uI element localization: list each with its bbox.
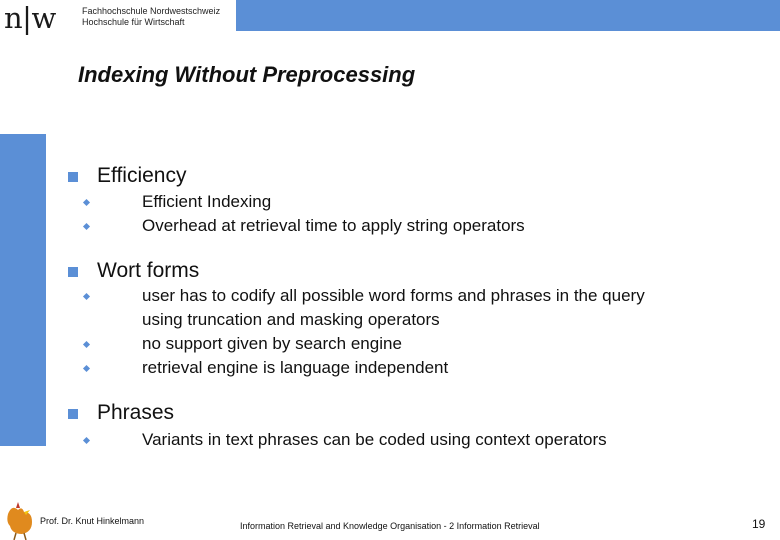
square-bullet-icon bbox=[68, 409, 78, 419]
list-item: Overhead at retrieval time to apply string operators bbox=[142, 216, 525, 235]
logo-line-2: Hochschule für Wirtschaft bbox=[82, 17, 185, 27]
rooster-icon bbox=[2, 500, 38, 540]
institution-logo bbox=[4, 2, 236, 36]
list-item: Efficient Indexing bbox=[142, 192, 272, 211]
list-item: user has to codify all possible word forms and phrases in the query bbox=[142, 286, 645, 305]
diamond-bullet-icon bbox=[83, 365, 90, 372]
list-item: using truncation and masking operators bbox=[142, 310, 440, 329]
header-accent-bar bbox=[236, 0, 780, 31]
diamond-bullet-icon bbox=[83, 437, 90, 444]
list-item: Variants in text phrases can be coded using context operators bbox=[142, 430, 607, 449]
diamond-bullet-icon bbox=[83, 199, 90, 206]
square-bullet-icon bbox=[68, 172, 78, 182]
list-item: no support given by search engine bbox=[142, 334, 402, 353]
slide-title: Indexing Without Preprocessing bbox=[78, 62, 416, 87]
diamond-bullet-icon bbox=[83, 223, 90, 230]
footer-author: Prof. Dr. Knut Hinkelmann bbox=[40, 516, 145, 526]
logo-text bbox=[82, 6, 220, 28]
side-accent-bar bbox=[0, 134, 46, 446]
footer-course: Information Retrieval and Knowledge Organisation - 2 Information Retrieval bbox=[240, 521, 540, 531]
page-number: 19 bbox=[752, 517, 766, 531]
list-item: retrieval engine is language independent bbox=[142, 358, 449, 377]
section-heading: Efficiency bbox=[97, 164, 187, 187]
diamond-bullet-icon bbox=[83, 341, 90, 348]
section-heading: Wort forms bbox=[97, 259, 200, 282]
logo-mark: n|w bbox=[4, 1, 56, 35]
logo-line-1: Fachhochschule Nordwestschweiz bbox=[82, 6, 221, 16]
diamond-bullet-icon bbox=[83, 293, 90, 300]
section-heading: Phrases bbox=[97, 401, 175, 424]
square-bullet-icon bbox=[68, 267, 78, 277]
